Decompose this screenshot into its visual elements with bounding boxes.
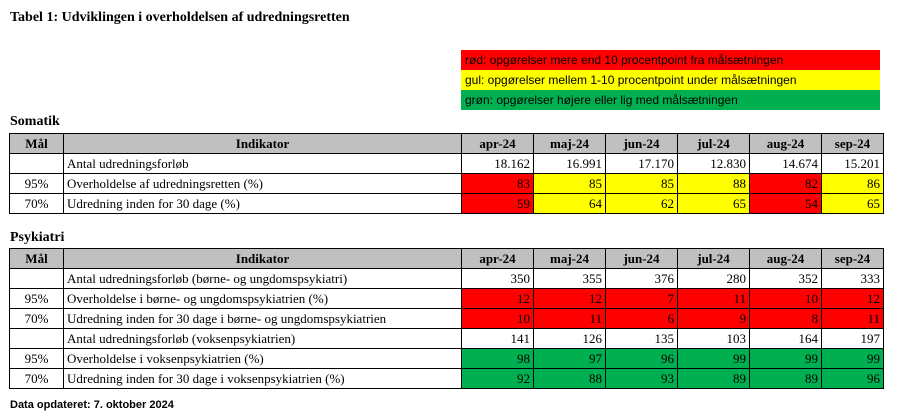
target-cell: 95% bbox=[10, 349, 64, 369]
value-cell: 355 bbox=[534, 269, 606, 289]
header-month: maj-24 bbox=[534, 249, 606, 269]
indicator-cell: Udredning inden for 30 dage i voksenpsykiatrien (%) bbox=[64, 369, 462, 389]
header-mal: Mål bbox=[10, 249, 64, 269]
value-cell: 280 bbox=[678, 269, 750, 289]
value-cell: 14.674 bbox=[750, 154, 822, 174]
value-cell: 12 bbox=[822, 289, 884, 309]
value-cell: 16.991 bbox=[534, 154, 606, 174]
value-cell: 333 bbox=[822, 269, 884, 289]
value-cell: 89 bbox=[678, 369, 750, 389]
value-cell: 88 bbox=[534, 369, 606, 389]
value-cell: 97 bbox=[534, 349, 606, 369]
value-cell: 59 bbox=[462, 194, 534, 214]
value-cell: 10 bbox=[462, 309, 534, 329]
header-indikator: Indikator bbox=[64, 249, 462, 269]
value-cell: 135 bbox=[606, 329, 678, 349]
indicator-cell: Overholdelse i voksenpsykiatrien (%) bbox=[64, 349, 462, 369]
value-cell: 92 bbox=[462, 369, 534, 389]
value-cell: 11 bbox=[822, 309, 884, 329]
header-month: jun-24 bbox=[606, 134, 678, 154]
table-row bbox=[10, 174, 884, 194]
table-row bbox=[10, 154, 884, 174]
value-cell: 164 bbox=[750, 329, 822, 349]
value-cell: 99 bbox=[678, 349, 750, 369]
value-cell: 6 bbox=[606, 309, 678, 329]
value-cell: 12 bbox=[462, 289, 534, 309]
value-cell: 350 bbox=[462, 269, 534, 289]
indicator-cell: Antal udredningsforløb bbox=[64, 154, 462, 174]
value-cell: 141 bbox=[462, 329, 534, 349]
value-cell: 12 bbox=[534, 289, 606, 309]
header-month: apr-24 bbox=[462, 134, 534, 154]
table-row bbox=[10, 289, 884, 309]
value-cell: 9 bbox=[678, 309, 750, 329]
target-cell: 70% bbox=[10, 309, 64, 329]
value-cell: 62 bbox=[606, 194, 678, 214]
value-cell: 352 bbox=[750, 269, 822, 289]
target-cell bbox=[10, 154, 64, 174]
value-cell: 11 bbox=[534, 309, 606, 329]
value-cell: 86 bbox=[822, 174, 884, 194]
value-cell: 65 bbox=[678, 194, 750, 214]
value-cell: 65 bbox=[822, 194, 884, 214]
value-cell: 11 bbox=[678, 289, 750, 309]
target-cell: 70% bbox=[10, 369, 64, 389]
value-cell: 93 bbox=[606, 369, 678, 389]
value-cell: 88 bbox=[678, 174, 750, 194]
somatik-table bbox=[9, 133, 884, 214]
value-cell: 126 bbox=[534, 329, 606, 349]
target-cell: 95% bbox=[10, 289, 64, 309]
value-cell: 99 bbox=[822, 349, 884, 369]
header-indikator: Indikator bbox=[64, 134, 462, 154]
header-row bbox=[10, 134, 884, 154]
header-mal: Mål bbox=[10, 134, 64, 154]
value-cell: 89 bbox=[750, 369, 822, 389]
legend-red: rød: opgørelser mere end 10 procentpoint fra målsætningen bbox=[461, 50, 880, 70]
indicator-cell: Overholdelse i børne- og ungdomspsykiatrien (%) bbox=[64, 289, 462, 309]
value-cell: 64 bbox=[534, 194, 606, 214]
value-cell: 82 bbox=[750, 174, 822, 194]
section-title-somatik: Somatik bbox=[10, 114, 60, 129]
indicator-cell: Overholdelse af udredningsretten (%) bbox=[64, 174, 462, 194]
value-cell: 103 bbox=[678, 329, 750, 349]
section-title-psykiatri: Psykiatri bbox=[10, 230, 65, 245]
psykiatri-table bbox=[9, 248, 884, 389]
value-cell: 96 bbox=[606, 349, 678, 369]
value-cell: 85 bbox=[606, 174, 678, 194]
target-cell: 70% bbox=[10, 194, 64, 214]
value-cell: 18.162 bbox=[462, 154, 534, 174]
value-cell: 85 bbox=[534, 174, 606, 194]
header-month: sep-24 bbox=[822, 249, 884, 269]
target-cell: 95% bbox=[10, 174, 64, 194]
value-cell: 10 bbox=[750, 289, 822, 309]
header-month: aug-24 bbox=[750, 134, 822, 154]
value-cell: 17.170 bbox=[606, 154, 678, 174]
header-month: jun-24 bbox=[606, 249, 678, 269]
value-cell: 197 bbox=[822, 329, 884, 349]
value-cell: 98 bbox=[462, 349, 534, 369]
value-cell: 99 bbox=[750, 349, 822, 369]
value-cell: 54 bbox=[750, 194, 822, 214]
value-cell: 376 bbox=[606, 269, 678, 289]
header-month: apr-24 bbox=[462, 249, 534, 269]
value-cell: 96 bbox=[822, 369, 884, 389]
color-legend bbox=[461, 50, 880, 110]
value-cell: 12.830 bbox=[678, 154, 750, 174]
value-cell: 15.201 bbox=[822, 154, 884, 174]
target-cell bbox=[10, 269, 64, 289]
indicator-cell: Udredning inden for 30 dage (%) bbox=[64, 194, 462, 214]
header-month: jul-24 bbox=[678, 249, 750, 269]
updated-note: Data opdateret: 7. oktober 2024 bbox=[10, 399, 174, 411]
header-month: sep-24 bbox=[822, 134, 884, 154]
table-row bbox=[10, 329, 884, 349]
value-cell: 83 bbox=[462, 174, 534, 194]
indicator-cell: Antal udredningsforløb (børne- og ungdomspsykiatri) bbox=[64, 269, 462, 289]
indicator-cell: Udredning inden for 30 dage i børne- og ungdomspsykiatrien bbox=[64, 309, 462, 329]
table-row bbox=[10, 349, 884, 369]
header-month: jul-24 bbox=[678, 134, 750, 154]
legend-yellow: gul: opgørelser mellem 1-10 procentpoint under målsætningen bbox=[461, 70, 880, 90]
legend-green: grøn: opgørelser højere eller lig med målsætningen bbox=[461, 90, 880, 110]
header-month: maj-24 bbox=[534, 134, 606, 154]
header-month: aug-24 bbox=[750, 249, 822, 269]
target-cell bbox=[10, 329, 64, 349]
table-row bbox=[10, 369, 884, 389]
indicator-cell: Antal udredningsforløb (voksenpsykiatrien) bbox=[64, 329, 462, 349]
table-row bbox=[10, 194, 884, 214]
table-row bbox=[10, 269, 884, 289]
header-row bbox=[10, 249, 884, 269]
table-row bbox=[10, 309, 884, 329]
value-cell: 8 bbox=[750, 309, 822, 329]
table-title: Tabel 1: Udviklingen i overholdelsen af udredningsretten bbox=[10, 10, 350, 25]
value-cell: 7 bbox=[606, 289, 678, 309]
